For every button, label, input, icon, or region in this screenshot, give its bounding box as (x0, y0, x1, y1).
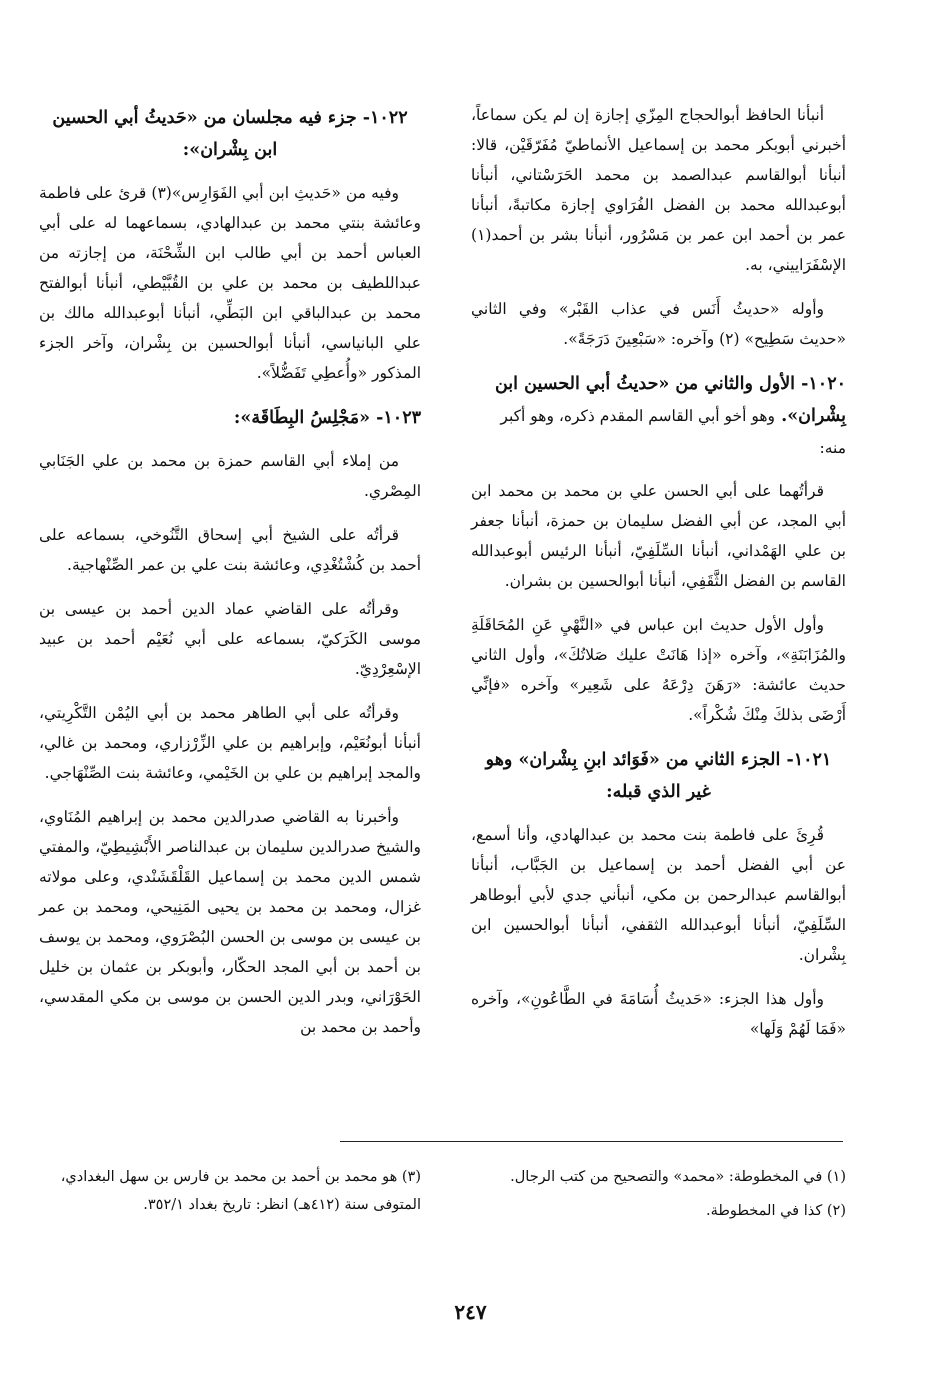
page-number: ٢٤٧ (454, 1300, 487, 1324)
footnote-2: (٢) كذا في المخطوطة. (705, 1203, 846, 1219)
paragraph: قرأتُهما على أبي الحسن علي بن محمد بن محمد ابن أبي المجد، عن أبي الفضل سليمان بن حمزة، أنبأنا جعفر بن علي الهَمْداني، أنبأنا السِّلَفِيّ، أنبأنا الرئيس أبوعبدالله القاسم بن الفضل الثَّقَفِي، أنبأنا أبوالحسين بن بشران. (471, 482, 846, 590)
entry-subtitle: وهو أخو أبي القاسم المقدم ذكره، وهو أكبر منه: (500, 407, 846, 457)
footnote-divider (340, 1141, 843, 1142)
paragraph: وأول الأول حديث ابن عباس في «النَّهْيِ عَنِ المُحَاقَلَةِ والمُزَابَنَةِ»، وآخره «إذا هَانَتْ عليك صَلاتُكَ»، وأول الثاني حديث عائشة: «رَهَنَ دِرْعَهُ على شَعِير» وآخره «فإنِّي أَرْضَى بذلكَ مِنْكَ شُكْراً». (471, 616, 846, 724)
entry-title: ١٠٢٠- الأول والثاني من «حديثُ أبي الحسين ابن بِشْران». (494, 374, 846, 426)
footnotes-right (476, 1163, 846, 1231)
footnote-1: (١) في المخطوطة: «محمد» والتصحيح من كتب الرجال. (510, 1169, 846, 1185)
paragraph: وفيه من «حَديثِ ابن أبي الفَوَارِس»(٣) قرئ على فاطمة وعائشة بنتي محمد بن عبدالهادي، بسماعهما له على أبي العباس أحمد بن أبي طالب ابن الشِّحْنَة، من إجازته من عبداللطيف بن محمد بن علي بن القُبَّيْطي، أنبأنا أبوالفتح محمد بن عبدالباقي ابن البَطِّي، أنبأنا أبوعبدالله مالك بن علي البانياسي، أنبأنا أبوالحسين بن بِشْران، وآخر الجزء المذكور «وأُعطِي تَفَضُّلاً». (39, 184, 421, 382)
right-column (471, 100, 846, 1058)
entry-heading-1022: ١٠٢٢- جزء فيه مجلسان من «حَديثُ أبي الحسين ابن بِشْران»: (52, 108, 408, 160)
entry-heading-1020 (471, 368, 846, 464)
paragraph: قُرِئَ على فاطمة بنت محمد بن عبدالهادي، وأنا أسمع، عن أبي الفضل أحمد بن إسماعيل بن الجَبَّاب، أنبأنا أبوالقاسم عبدالرحمن بن مكي، أنبأني جدي لأبي أبوطاهر السِّلَفِيّ، أنبأنا أبوعبدالله الثقفي، أنبأنا أبوالحسين ابن بِشْران. (471, 826, 846, 964)
paragraph: من إملاء أبي القاسم حمزة بن محمد بن علي الجَنَابي المِصْري. (39, 452, 421, 500)
paragraph: قرأتُه على الشيخ أبي إسحاق التَّنُوخي، بسماعه على أحمد بن كُشْتُغْدِي، وعائشة بنت علي بن عمر الصِّنْهاجية. (39, 526, 421, 574)
entry-heading-1023: ١٠٢٣- «مَجْلِسُ البِطَاقَة»: (233, 408, 421, 428)
left-column (39, 100, 421, 1056)
footnote-3: (٣) هو محمد بن أحمد بن محمد بن فارس بن سهل البغدادي، المتوفى سنة (٤١٢هـ) انظر: تاريخ بغداد ٣٥٢/١. (60, 1169, 421, 1213)
paragraph: وأخبرنا به القاضي صدرالدين محمد بن إبراهيم المُنَاوي، والشيخ صدرالدين سليمان بن عبدالناصر الأَبْشِيطِيّ، والمفتي شمس الدين محمد بن إسماعيل القَلْقَشَنْدي، وعلى مولاته غزال، ومحمد بن محمد بن يحيى المَنِيحي، ومحمد بن عمر بن عيسى بن موسى بن الحسن البُصْرَوي، ومحمد بن يوسف بن أحمد بن أبي المجد الحكّار، وأبوبكر بن عثمان بن خليل الحَوْرَاني، وبدر الدين الحسن بن موسى بن مكي المقدسي، وأحمد بن محمد بن (39, 808, 421, 1036)
paragraph: وقرأتُه على أبي الطاهر محمد بن أبي اليُمْن التَّكْرِيتي، أنبأنا أبونُعَيْم، وإبراهيم بن علي الزِّرْزاري، ومحمد بن غالي، والمجد إبراهيم بن علي بن الخَيْمي، وعائشة بنت الصِّنْهَاجي. (39, 704, 421, 782)
paragraph: وقرأتُه على القاضي عماد الدين أحمد بن عيسى بن موسى الكَرَكيّ، بسماعه على أبي نُعَيْم أحمد بن عبيد الإسْعِرْدِيّ. (39, 600, 421, 678)
paragraph: وأول هذا الجزء: «حَديثُ أُسَامَةَ في الطَّاعُونِ»، وآخره «فَمَا لَهُمْ وَلَها» (471, 990, 846, 1038)
paragraph: أنبأنا الحافظ أبوالحجاج المِزّي إجازة إن لم يكن سماعاً، أخبرني أبوبكر محمد بن إسماعيل الأنماطيّ مُفَرّقَيْن، قالا: أنبأنا أبوالقاسم عبدالصمد بن محمد الحَرَسْتاني، أنبأنا أبوعبدالله محمد بن الفضل الفُرَاوي إجازة مكاتبةً، أنبأنا عمر بن أحمد ابن عمر بن مَسْرُور، أنبأنا بشر بن أحمد(١) الإسْفَرَاييني، به. (471, 106, 846, 274)
footnotes-left (31, 1163, 421, 1225)
paragraph: وأوله «حديثُ أَنَس في عذاب القَبْر» وفي الثاني «حديث سَطِيح» (٢) وآخره: «سَبْعِينَ دَرَجَةً». (471, 300, 846, 348)
entry-heading-1021: ١٠٢١- الجزء الثاني من «فَوَائد ابنِ بِشْران» وهو غير الذي قبله: (485, 750, 832, 802)
